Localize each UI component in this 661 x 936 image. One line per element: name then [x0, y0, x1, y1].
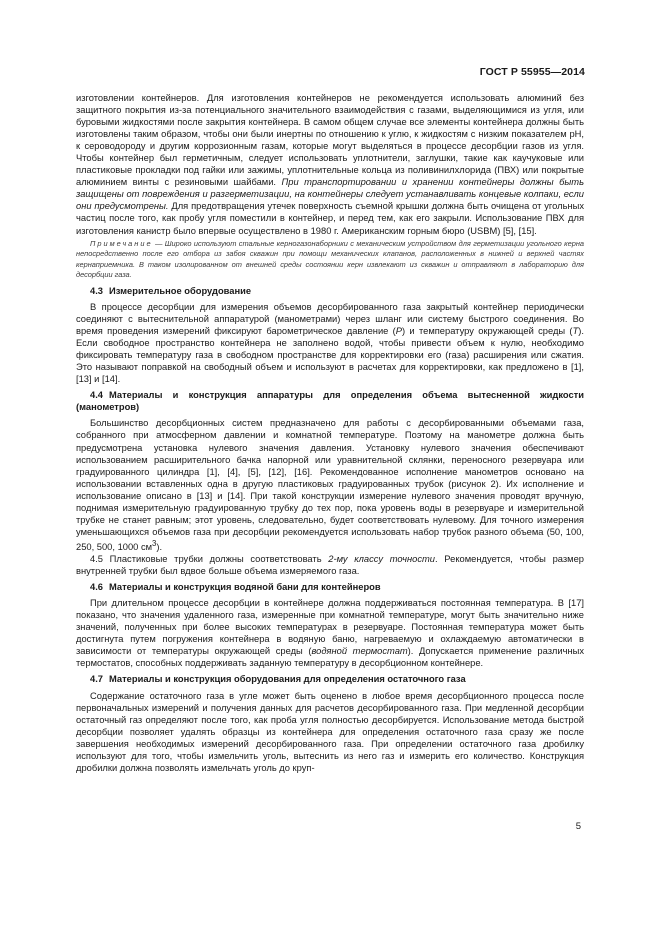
section-4-5-paragraph: 4.5 Пластиковые трубки должны соответствовать 2-му классу точности. Рекомендуется, чтобы размер внутренней трубки был вдвое больше объема измеряемого газа.: [76, 554, 584, 577]
note-paragraph: Примечание — Широко используют стальные керногазонаборники с механическим устройством для герметизации угольного керна непосредственно после его отбора из забоя скважин при помощи механических клапанов, расположенных в нижней и верхней частях кернаприемника. В таком изолированном от внешней среды состоянии керн извлекают из скважин и отправляют в лабораторию для десорбции газа.: [76, 238, 584, 280]
section-4-4-paragraph: Большинство десорбционных систем предназначено для работы с десорбированными объемами газа, собранного при атмосферном давлении и комнатной температуре. Поэтому на манометре должна быть предусмотрена установка нулевого значения давления. Установку нулевого значения обеспечивают использованием расширительного бачка напорной или уравнительной склянки, переносного резервуара или градуированного цилиндра [1], [4], [5], [12], [16]. Рекомендованное исполнение манометров основано на использовании вставленных одна в другую пластиковых градуированных трубок (рисунок 2). Их исполнение и использование описано в [13] и [14]. При такой конструкции измерение нулевого значения проводят вручную, поднимая измерительную градуированную трубку до тех пор, пока уровень воды в резервуаре и измерительной трубке не станет равным; этот уровень, следовательно, будет соответствовать нулевому. Для точного измерения уменьшающихся объемов газа при десорбции рекомендуется использовать набор трубок разного объема (50, 100, 250, 500, 1000 $см^3$).: [76, 418, 584, 552]
intro-paragraph: изготовлении контейнеров. Для изготовления контейнеров не рекомендуется использовать алюминий без защитного покрытия из-за потенциального значительного взаимодействия с газами, выделяющимися из угля, или буровыми жидкостями после закрытия контейнера. В самом общем случае все элементы контейнера должны быть изготовлены таким образом, чтобы они были инертны по отношению к углю, к жидкостям с низким показателем рН, к сероводороду и другим коррозионным газам, которые могут выделяться в процессе десорбции газов из угля. Чтобы контейнер был герметичным, следует использовать уплотнители, заглушки, такие как каучуковые или пластиковые прокладки под гайки или зажимы, уплотнительные кольца из поливинилхлорида (ПВХ) или покрытые алюминием винты с резиновыми шайбами. При транспортировании и хранении контейнеры должны быть защищены от повреждения и разгерметизации, на контейнеры следует устанавливать концевые колпаки, если они предусмотрены. Для предотвращения утечек поверхность съемной крышки должна быть очищена от угольных частиц после того, как пробу угля поместили в контейнер, и перед тем, как его закрыли. Использование ПВХ для изготовления канистр было впервые осуществлено в 1980 г. Американским горным бюро (USBM) [5], [15].: [76, 93, 584, 236]
document-code: ГОСТ Р 55955—2014: [479, 66, 585, 78]
section-heading-4-4: 4.4 Материалы и конструкция аппаратуры для определения объема вытесненной жидкости (манометров): [76, 390, 584, 413]
page-body: [76, 92, 584, 774]
section-heading-4-3: 4.3 Измерительное оборудование: [90, 285, 252, 296]
section-heading-4-7: 4.7 Материалы и конструкция оборудования для определения остаточного газа: [90, 674, 466, 685]
section-4-7-paragraph: Содержание остаточного газа в угле может быть оценено в любое время десорбционного процесса после первоначальных измерений и получения данных для расчетов десорбированного газа. При медленной десорбции остаточный газ определяют после того, как проба угля полностью десорбируется. Использование метода быстрой десорбции позволяет удалять образцы из контейнера для определения остаточного газа сразу же после завершения необходимых измерений десорбированного газа. При определении остаточного газа дробилку используют для того, чтобы измельчить уголь, вытеснить из него газ и измерить его количество. Конструкция дробилки должна позволять измельчать уголь до круп-: [76, 690, 584, 773]
section-4-3-paragraph: В процессе десорбции для измерения объемов десорбированного газа закрытый контейнер периодически соединяют с вытеснительной аппаратурой (манометрами) через шланг или систему быстрого соединения. Во время проведения измерений фиксируют барометрическое давление (P) и температуру окружающей среды (T). Если свободное пространство контейнера не заполнено водой, чтобы привести объем к нулю, необходимо фиксировать температуру газа в свободном пространстве для корректировки его (газа) расширения или сжатия. Это называют поправкой на свободный объем и используют в расчетах для корректировки, как предложено в [1], [13] и [14].: [76, 301, 584, 385]
section-heading-4-6: 4.6 Материалы и конструкция водяной бани для контейнеров: [90, 582, 381, 593]
section-4-6-paragraph: При длительном процессе десорбции в контейнере должна поддерживаться постоянная температура. В [17] показано, что значения удаленного газа, измеренные при комнатной температуре, могут быть значительно ниже значений, полученных при более высоких температурах в резервуаре. Постоянная температура может быть достигнута путем погружения контейнера в водяную баню, нагреваемую и охлаждаемую автоматически в зависимости от температуры окружающей среды (водяной термостат). Допускается применение различных термостатов, способных поддерживать заданную температуру в десорбционном контейнере.: [76, 598, 584, 669]
page-number: 5: [575, 821, 581, 832]
